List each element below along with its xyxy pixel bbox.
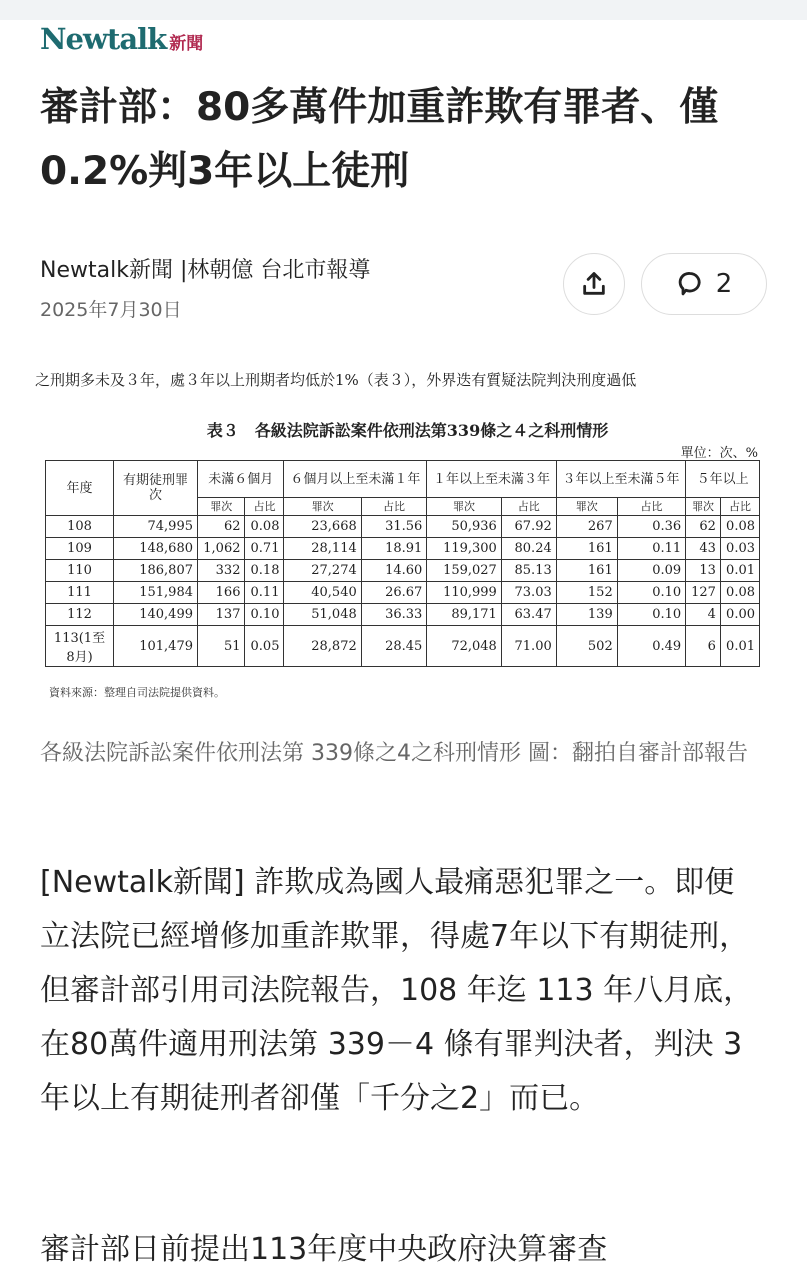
value-cell: 72,048 — [427, 626, 502, 667]
status-bar — [0, 0, 807, 20]
subheader-share: 占比 — [617, 498, 685, 516]
value-cell: 152 — [556, 582, 617, 604]
header-col: １年以上至未滿３年 — [427, 461, 556, 498]
value-cell: 0.01 — [720, 560, 759, 582]
value-cell: 89,171 — [427, 604, 502, 626]
article-paragraph: 審計部日前提出113年度中央政府決算審查 — [40, 1232, 608, 1267]
value-cell: 139 — [556, 604, 617, 626]
value-cell: 51,048 — [284, 604, 361, 626]
header-col: 未滿６個月 — [198, 461, 284, 498]
year-cell: 112 — [46, 604, 114, 626]
share-button[interactable] — [563, 253, 625, 315]
header-col: ５年以上 — [686, 461, 760, 498]
value-cell: 0.03 — [720, 538, 759, 560]
publish-date: 2025年7月30日 — [40, 299, 182, 321]
value-cell: 137 — [198, 604, 245, 626]
value-cell: 26.67 — [361, 582, 427, 604]
subheader-share: 占比 — [501, 498, 556, 516]
year-cell: 113(1至8月) — [46, 626, 114, 667]
value-cell: 73.03 — [501, 582, 556, 604]
value-cell: 0.49 — [617, 626, 685, 667]
value-cell: 28,872 — [284, 626, 361, 667]
value-cell: 110,999 — [427, 582, 502, 604]
value-cell: 161 — [556, 560, 617, 582]
value-cell: 0.08 — [720, 582, 759, 604]
value-cell: 50,936 — [427, 516, 502, 538]
value-cell: 23,668 — [284, 516, 361, 538]
comment-icon — [676, 270, 704, 298]
comment-button[interactable] — [641, 253, 767, 315]
byline: Newtalk新聞 |林朝億 台北市報導 — [40, 258, 371, 283]
value-cell: 0.00 — [720, 604, 759, 626]
value-cell: 6 — [686, 626, 721, 667]
header-col: ３年以上至未滿５年 — [556, 461, 685, 498]
value-cell: 80.24 — [501, 538, 556, 560]
value-cell: 0.10 — [617, 582, 685, 604]
sentencing-table — [45, 460, 760, 667]
logo-suffix: 新聞 — [169, 34, 204, 54]
header-year: 年度 — [46, 461, 114, 516]
value-cell: 85.13 — [501, 560, 556, 582]
value-cell: 127 — [686, 582, 721, 604]
value-cell: 0.08 — [245, 516, 284, 538]
value-cell: 43 — [686, 538, 721, 560]
value-cell: 71.00 — [501, 626, 556, 667]
value-cell: 51 — [198, 626, 245, 667]
subheader-share: 占比 — [361, 498, 427, 516]
table-row — [46, 516, 760, 538]
value-cell: 0.08 — [720, 516, 759, 538]
subheader-share: 占比 — [720, 498, 759, 516]
header-col: ６個月以上至未滿１年 — [284, 461, 427, 498]
value-cell: 186,807 — [114, 560, 198, 582]
value-cell: 148,680 — [114, 538, 198, 560]
table-row — [46, 538, 760, 560]
value-cell: 74,995 — [114, 516, 198, 538]
value-cell: 101,479 — [114, 626, 198, 667]
subheader-count: 罪次 — [556, 498, 617, 516]
value-cell: 62 — [198, 516, 245, 538]
subheader-share: 占比 — [245, 498, 284, 516]
value-cell: 63.47 — [501, 604, 556, 626]
header-total: 有期徒刑罪次 — [114, 461, 198, 516]
value-cell: 0.01 — [720, 626, 759, 667]
value-cell: 166 — [198, 582, 245, 604]
value-cell: 119,300 — [427, 538, 502, 560]
value-cell: 67.92 — [501, 516, 556, 538]
newtalk-logo[interactable] — [40, 22, 203, 56]
table-row — [46, 582, 760, 604]
image-caption: 各級法院訴訟案件依刑法第 339條之4之科刑情形 圖：翻拍自審計部報告 — [40, 741, 748, 766]
value-cell: 0.05 — [245, 626, 284, 667]
value-cell: 14.60 — [361, 560, 427, 582]
comment-count: 2 — [715, 269, 733, 299]
value-cell: 0.36 — [617, 516, 685, 538]
value-cell: 151,984 — [114, 582, 198, 604]
value-cell: 0.18 — [245, 560, 284, 582]
table-row — [46, 626, 760, 667]
value-cell: 267 — [556, 516, 617, 538]
article-image[interactable] — [35, 362, 780, 707]
article-title: 審計部：80多萬件加重詐欺有罪者、僅0.2%判3年以上徒刑 — [40, 85, 719, 194]
year-cell: 110 — [46, 560, 114, 582]
value-cell: 13 — [686, 560, 721, 582]
year-cell: 109 — [46, 538, 114, 560]
value-cell: 159,027 — [427, 560, 502, 582]
value-cell: 28.45 — [361, 626, 427, 667]
subheader-count: 罪次 — [198, 498, 245, 516]
value-cell: 0.10 — [617, 604, 685, 626]
subheader-count: 罪次 — [686, 498, 721, 516]
subheader-count: 罪次 — [284, 498, 361, 516]
value-cell: 502 — [556, 626, 617, 667]
table-row — [46, 560, 760, 582]
logo-name: Newtalk — [40, 22, 167, 56]
value-cell: 0.71 — [245, 538, 284, 560]
image-top-text: 之刑期多未及３年，處３年以上刑期者均低於1%（表３），外界迭有質疑法院判決刑度過低 — [35, 371, 637, 389]
value-cell: 36.33 — [361, 604, 427, 626]
value-cell: 332 — [198, 560, 245, 582]
value-cell: 28,114 — [284, 538, 361, 560]
value-cell: 18.91 — [361, 538, 427, 560]
table-title: 表３ 各級法院訴訟案件依刑法第339條之４之科刑情形 — [206, 421, 609, 440]
value-cell: 62 — [686, 516, 721, 538]
share-icon — [580, 270, 608, 298]
value-cell: 0.10 — [245, 604, 284, 626]
value-cell: 31.56 — [361, 516, 427, 538]
value-cell: 1,062 — [198, 538, 245, 560]
value-cell: 0.11 — [617, 538, 685, 560]
year-cell: 111 — [46, 582, 114, 604]
year-cell: 108 — [46, 516, 114, 538]
table-source: 資料來源：整理自司法院提供資料。 — [49, 686, 225, 699]
table-unit: 單位：次、% — [680, 446, 758, 461]
value-cell: 4 — [686, 604, 721, 626]
value-cell: 0.09 — [617, 560, 685, 582]
value-cell: 161 — [556, 538, 617, 560]
value-cell: 0.11 — [245, 582, 284, 604]
article-paragraph: [Newtalk新聞] 詐欺成為國人最痛惡犯罪之一。即便立法院已經增修加重詐欺罪，得處7年以下有期徒刑，但審計部引用司法院報告，108 年迄 113 年八月底，在80萬件適用刑法第 339－4 條有罪判決者，判決 3年以上有期徒刑者卻僅「千分之2」而已。 — [40, 865, 754, 1116]
table-row — [46, 604, 760, 626]
value-cell: 40,540 — [284, 582, 361, 604]
value-cell: 27,274 — [284, 560, 361, 582]
value-cell: 140,499 — [114, 604, 198, 626]
subheader-count: 罪次 — [427, 498, 502, 516]
